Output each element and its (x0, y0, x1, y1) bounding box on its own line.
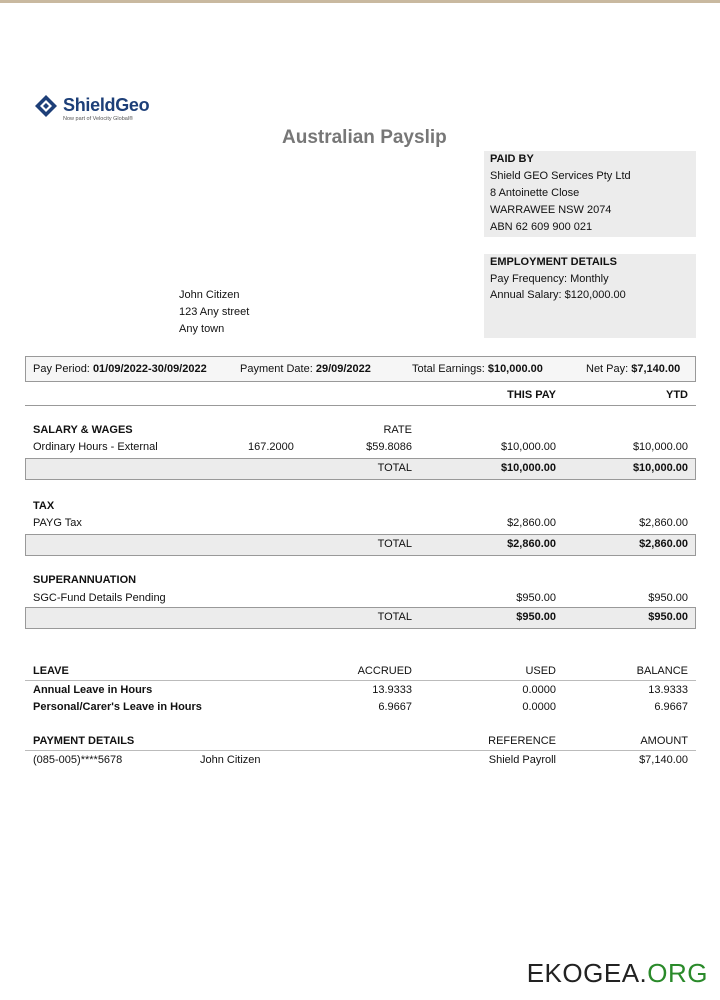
total-earnings-label: Total Earnings: (412, 363, 485, 375)
paid-by-heading: PAID BY (490, 153, 534, 165)
employment-details-box (484, 254, 696, 338)
super-total-label: TOTAL (377, 611, 412, 623)
leave-balance-header: BALANCE (636, 665, 688, 677)
leave-rule (25, 680, 696, 681)
page-title: Australian Payslip (282, 127, 447, 148)
salary-total-label: TOTAL (377, 462, 412, 474)
this-pay-header: THIS PAY (507, 389, 556, 401)
payment-rule (25, 750, 696, 751)
leave-row-balance: 6.9667 (654, 701, 688, 713)
company-logo (33, 93, 173, 129)
net-pay-value: $7,140.00 (631, 363, 681, 375)
payment-reference-header: REFERENCE (488, 735, 556, 747)
pay-period (33, 363, 207, 375)
employee-address (179, 289, 379, 339)
payment-amount-header: AMOUNT (640, 735, 688, 747)
header-rule (25, 405, 696, 406)
super-row-desc: SGC-Fund Details Pending (33, 592, 166, 604)
leave-row-accrued: 13.9333 (372, 684, 412, 696)
pay-period-label: Pay Period: (33, 363, 90, 375)
shield-logo-icon (33, 94, 59, 120)
tax-total-this-pay: $2,860.00 (507, 538, 556, 550)
payment-amount: $7,140.00 (639, 754, 688, 766)
leave-row-used: 0.0000 (522, 684, 556, 696)
watermark-main: EKOGEA. (526, 958, 648, 988)
leave-row-desc: Personal/Carer's Leave in Hours (33, 701, 202, 713)
salary-row-rate: $59.8086 (366, 441, 412, 453)
leave-row-used: 0.0000 (522, 701, 556, 713)
super-row-this-pay: $950.00 (516, 592, 556, 604)
net-pay-label: Net Pay: (586, 363, 629, 375)
salary-row-hours: 167.2000 (248, 441, 294, 453)
net-pay (586, 363, 680, 375)
ytd-header: YTD (666, 389, 688, 401)
leave-row-desc: Annual Leave in Hours (33, 684, 153, 696)
pay-summary-bar (25, 356, 696, 382)
super-total-ytd: $950.00 (648, 611, 688, 623)
leave-accrued-header: ACCRUED (357, 665, 412, 677)
payment-date (240, 363, 371, 375)
site-watermark (527, 958, 708, 989)
payment-date-value: 29/09/2022 (315, 363, 371, 375)
total-earnings (412, 363, 543, 375)
salary-row-desc: Ordinary Hours - External (33, 441, 158, 453)
payment-heading: PAYMENT DETAILS (33, 735, 135, 747)
salary-row-this-pay: $10,000.00 (500, 441, 556, 453)
salary-total-this-pay: $10,000.00 (500, 462, 556, 474)
tax-heading: TAX (33, 500, 55, 512)
logo-tagline: Now part of Velocity Global® (63, 116, 134, 122)
employee-town: Any town (179, 323, 225, 335)
top-rule (0, 0, 720, 3)
paid-by-line: WARRAWEE NSW 2074 (490, 204, 612, 216)
total-earnings-value: $10,000.00 (487, 363, 543, 375)
payment-date-label: Payment Date: (240, 363, 313, 375)
salary-row-ytd: $10,000.00 (632, 441, 688, 453)
paid-by-line: 8 Antoinette Close (490, 187, 580, 199)
tax-row-desc: PAYG Tax (33, 517, 82, 529)
salary-heading: SALARY & WAGES (33, 424, 133, 436)
leave-row-balance: 13.9333 (648, 684, 688, 696)
tax-total-ytd: $2,860.00 (639, 538, 688, 550)
payment-account: (085-005)****5678 (33, 754, 123, 766)
tax-row-ytd: $2,860.00 (639, 517, 688, 529)
leave-heading: LEAVE (33, 665, 69, 677)
pay-period-value: 01/09/2022-30/09/2022 (92, 363, 207, 375)
employee-name: John Citizen (179, 289, 240, 301)
super-heading: SUPERANNUATION (33, 574, 137, 586)
payment-reference: Shield Payroll (488, 754, 556, 766)
tax-row-this-pay: $2,860.00 (507, 517, 556, 529)
employee-street: 123 Any street (179, 306, 250, 318)
leave-used-header: USED (525, 665, 556, 677)
employment-heading: EMPLOYMENT DETAILS (490, 256, 617, 268)
paid-by-box (484, 151, 696, 237)
paid-by-line: Shield GEO Services Pty Ltd (490, 170, 631, 182)
rate-header: RATE (383, 424, 412, 436)
watermark-suffix: ORG (647, 958, 708, 988)
paid-by-line: ABN 62 609 900 021 (490, 221, 593, 233)
payment-name: John Citizen (200, 754, 261, 766)
leave-row-accrued: 6.9667 (378, 701, 412, 713)
logo-wordmark: ShieldGeo (63, 95, 150, 115)
tax-total-label: TOTAL (377, 538, 412, 550)
super-total-this-pay: $950.00 (516, 611, 556, 623)
pay-frequency: Pay Frequency: Monthly (490, 273, 609, 285)
super-row-ytd: $950.00 (648, 592, 688, 604)
annual-salary: Annual Salary: $120,000.00 (490, 289, 626, 301)
salary-total-ytd: $10,000.00 (632, 462, 688, 474)
